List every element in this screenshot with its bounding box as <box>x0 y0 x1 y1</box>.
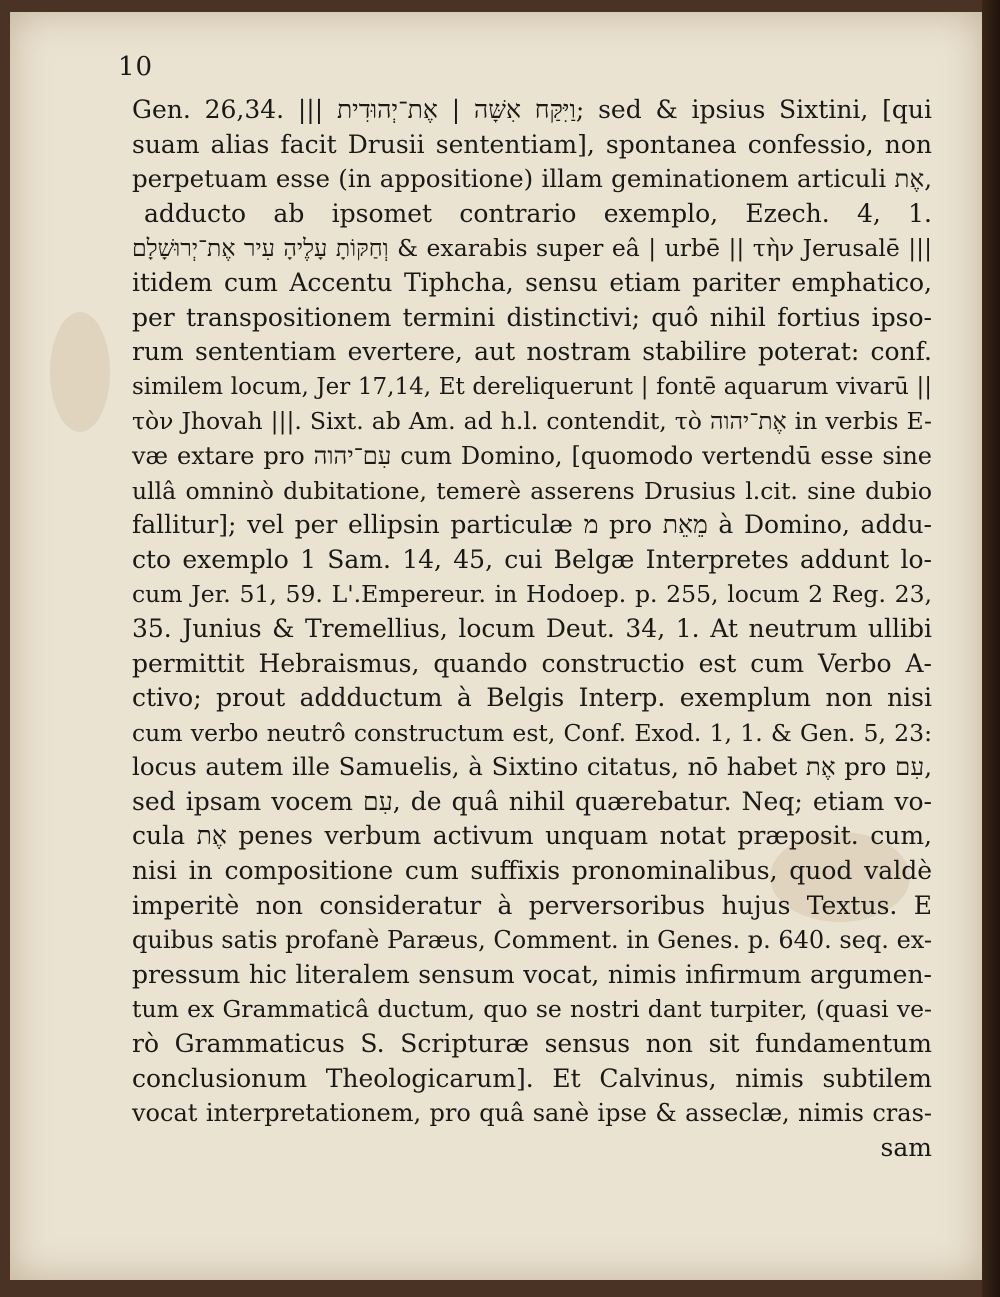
text-line: nisi in compositione cum suffixis pronominalibus, quod valdè <box>132 856 932 886</box>
text-line: fallitur]; vel per ellipsin particulæ מ pro מֵאֵת à Domino, addu- <box>132 510 932 540</box>
text-line: cum Jer. 51, 59. L'.Empereur. in Hodoep. p. 255, locum 2 Reg. 23, <box>132 580 932 609</box>
text-line: cto exemplo 1 Sam. 14, 45, cui Belgæ Interpretes addunt lo- <box>132 544 932 574</box>
text-line: tum ex Grammaticâ ductum, quo se nostri dant turpiter, (quasi ve- <box>132 995 932 1024</box>
text-line: quibus satis profanè Paræus, Comment. in Genes. p. 640. seq. ex- <box>132 926 932 955</box>
text-line: suam alias facit Drusii sententiam], spontanea confessio, non <box>132 129 932 159</box>
text-line: ullâ omninò dubitatione, temerè asserens Drusius l.cit. sine dubio <box>132 476 932 505</box>
text-line: conclusionum Theologicarum]. Et Calvinus, nimis subtilem <box>132 1063 932 1093</box>
text-line: vocat interpretationem, pro quâ sanè ipse & asseclæ, nimis cras- <box>132 1099 932 1128</box>
text-line: ctivo; prout addductum à Belgis Interp. exemplum non nisi <box>132 683 932 713</box>
text-line: itidem cum Accentu Tiphcha, sensu etiam pariter emphatico, <box>132 267 932 297</box>
text-line: permittit Hebraismus, quando constructio est cum Verbo A- <box>132 648 932 678</box>
text-line: τὸν Jhovah |||. Sixt. ab Am. ad h.l. contendit, τὸ אֶת־יהוה in verbis E- <box>132 407 932 436</box>
text-line: similem locum, Jer 17,14, Et dereliquerunt | fontē aquarum vivarū || <box>132 373 932 400</box>
catchword: sam <box>880 1132 932 1162</box>
text-line: perpetuam esse (in appositione) illam geminationem articuli אֶת, <box>132 164 932 194</box>
text-line: sed ipsam vocem עִם, de quâ nihil quærebatur. Neq; etiam vo- <box>132 786 932 816</box>
text-line: locus autem ille Samuelis, à Sixtino citatus, nō habet אֶת pro עִם, <box>132 752 932 782</box>
text-line: rum sententiam evertere, aut nostram stabilire poterat: conf. <box>132 337 932 367</box>
text-line: pressum hic literalem sensum vocat, nimis infirmum argumen- <box>132 959 932 989</box>
page-edge-shadow <box>982 0 1000 1297</box>
page-number: 10 <box>118 52 154 82</box>
text-line: cula אֶת penes verbum activum unquam notat præposit. cum, <box>132 821 933 851</box>
text-line: per transpositionem termini distinctivi; quô nihil fortius ipso- <box>132 302 932 332</box>
text-line: 35. Junius & Tremellius, locum Deut. 34, 1. At neutrum ullibi <box>132 613 932 643</box>
text-line: rò Grammaticus S. Scripturæ sensus non sit fundamentum <box>132 1029 932 1059</box>
text-line: imperitè non consideratur à perversoribus hujus Textus. E <box>132 890 932 920</box>
text-line: væ extare pro עִם־יהוה cum Domino, [quomodo vertendū esse sine <box>132 441 933 470</box>
text-line: וְחַקּוֹתָ עָלֶיהָ עִיר אֶת־יְרוּשָׁלָם & exarabis super eâ | urbē || τὴν Jerusalē ||| <box>132 234 932 263</box>
text-line: cum verbo neutrô constructum est, Conf. Exod. 1, 1. & Gen. 5, 23: <box>132 718 932 747</box>
text-line: Gen. 26,34. ||| וַיִּקַּח אִשָּׁה | אֶת־יְהוּדִית; sed & ipsius Sixtini, [qui <box>132 95 932 124</box>
body-text <box>132 93 932 1165</box>
paper-stain <box>50 312 110 432</box>
text-line: adducto ab ipsomet contrario exemplo, Ezech. 4, 1. <box>144 198 932 228</box>
